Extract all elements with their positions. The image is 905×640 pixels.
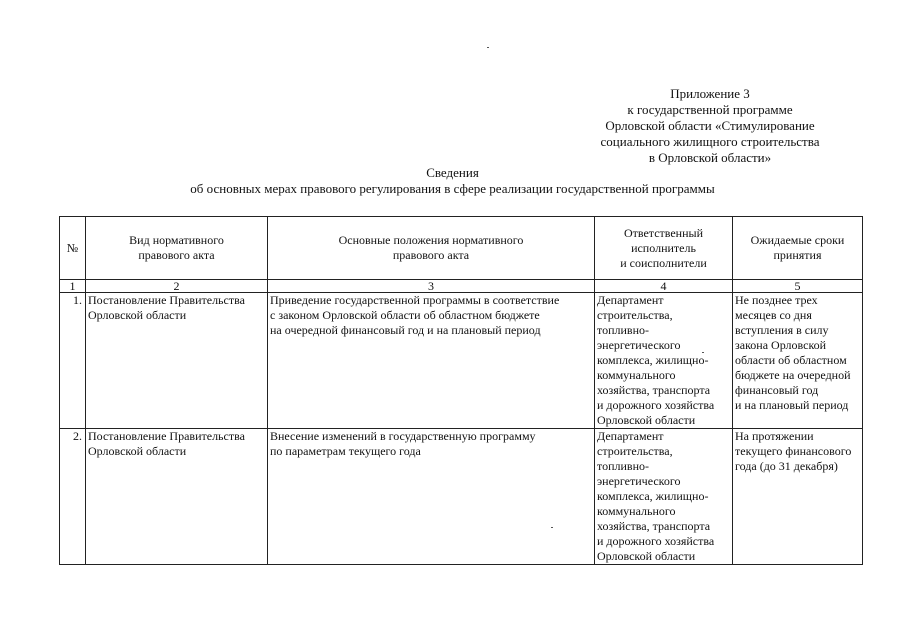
header-deadline: Ожидаемые сроки принятия [733,217,863,280]
act-content-cell: Внесение изменений в государственную программу по параметрам текущего года [268,429,595,565]
appendix-line: к государственной программе [627,102,793,117]
table-row [60,429,863,565]
row-number: 2. [60,429,86,565]
header-executor: Ответственный исполнитель и соисполнители [595,217,733,280]
appendix-line: в Орловской области» [648,150,772,165]
act-content-cell: Приведение государственной программы в соответствие с законом Орловской области об областном бюджете на очередной финансовый год и на плановый период [268,293,595,429]
column-number: 1 [60,280,86,293]
column-number: 2 [86,280,268,293]
appendix-note [560,86,860,166]
appendix-line: социального жилищного строительства [600,134,820,149]
act-type-cell: Постановление Правительства Орловской области [86,293,268,429]
appendix-line: Приложение 3 [670,86,750,101]
header-number: № [60,217,86,280]
table-header-row [60,217,863,280]
scan-speck [487,47,489,48]
header-act-type: Вид нормативного правового акта [86,217,268,280]
column-number: 4 [595,280,733,293]
column-number: 3 [268,280,595,293]
measures-table [59,216,863,565]
row-number: 1. [60,293,86,429]
column-number-row [60,280,863,293]
executor-cell: Департамент строительства, топливно- энергетического комплекса, жилищно- коммунального хозяйства, транспорта и дорожного хозяйства Орловской области [595,429,733,565]
document-subtitle: об основных мерах правового регулирования в сфере реализации государственной программы [190,181,715,196]
appendix-line: Орловской области «Стимулирование [605,118,815,133]
document-title: Сведения [426,165,479,180]
header-act-content: Основные положения нормативного правового акта [268,217,595,280]
column-number: 5 [733,280,863,293]
deadline-cell: Не позднее трех месяцев со дня вступления в силу закона Орловской области об областном бюджете на очередной финансовый год и на плановый период [733,293,863,429]
table-row [60,293,863,429]
executor-cell: Департамент строительства, топливно- энергетического комплекса, жилищно- коммунального хозяйства, транспорта и дорожного хозяйства Орловской области [595,293,733,429]
act-type-cell: Постановление Правительства Орловской области [86,429,268,565]
document-heading [100,165,805,197]
deadline-cell: На протяжении текущего финансового года (до 31 декабря) [733,429,863,565]
